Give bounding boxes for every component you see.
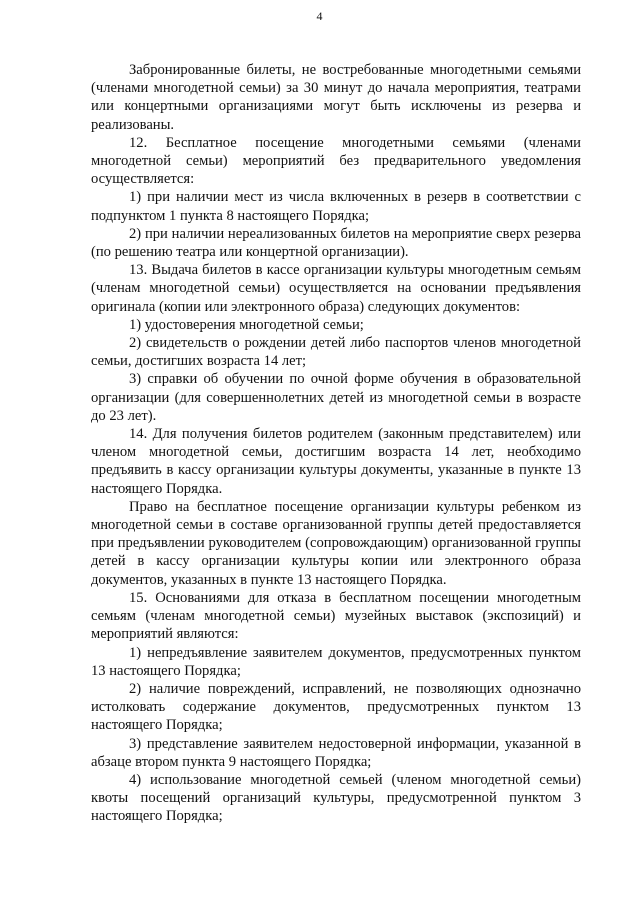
list-item-15-1: 1) непредъявление заявителем документов, предусмотренных пунктом 13 настоящего Порядка; [91, 644, 581, 679]
page-number: 4 [316, 9, 323, 23]
list-item-13-3: 3) справки об обучении по очной форме обучения в образовательной организации (для совершеннолетних детей из многодетной семьи в возрасте до 23 лет). [91, 371, 581, 424]
list-item-12-2: 2) при наличии нереализованных билетов на мероприятие сверх резерва (по решению театра или концертной организации). [91, 225, 581, 261]
document-body [91, 61, 581, 826]
list-item-15-3: 3) представление заявителем недостоверной информации, указанной в абзаце втором пункта 9 настоящего Порядка; [91, 735, 581, 770]
paragraph-reserved-tickets: Забронированные билеты, не востребованные многодетными семьями (членами многодетной семьи) за 30 минут до начала мероприятия, театрами или концертными организациями могут быть исключены из резерва и реализованы. [91, 62, 581, 133]
list-item-13-2: 2) свидетельств о рождении детей либо паспортов членов многодетной семьи, достигших возраста 14 лет; [91, 335, 581, 370]
list-item-12-1: 1) при наличии мест из числа включенных в резерв в соответствии с подпунктом 1 пункта 8 настоящего Порядка; [91, 189, 581, 224]
list-item-15-4: 4) использование многодетной семьей (членом многодетной семьи) квоты посещений организаций культуры, предусмотренной пунктом 3 настоящего Порядка; [91, 771, 581, 825]
list-item-13-1: 1) удостоверения многодетной семьи; [129, 316, 364, 333]
paragraph-organized-group: Право на бесплатное посещение организации культуры ребенком из многодетной семьи в составе организованной группы детей предоставляется при предъявлении руководителем (сопровождающим) организованной группы детей в кассу организации культуры копии или электронного образа документов, указанных в пункте 13 настоящего Порядка. [91, 498, 581, 588]
paragraph-clause-13: 13. Выдача билетов в кассе организации культуры многодетным семьям (членам многодетной семьи) осуществляется на основании предъявления оригинала (копии или электронного образа) следующих документов: [91, 262, 581, 315]
paragraph-clause-14: 14. Для получения билетов родителем (законным представителем) или членом многодетной семьи, достигшим возраста 14 лет, необходимо предъявить в кассу организации культуры документы, указанные в пункте 13 настоящего Порядка. [91, 426, 581, 497]
paragraph-clause-15: 15. Основаниями для отказа в бесплатном посещении многодетным семьям (членам многодетной семьи) музейных выставок (экспозиций) и мероприятий являются: [91, 589, 581, 643]
paragraph-clause-12: 12. Бесплатное посещение многодетными семьями (членами многодетной семьи) мероприятий без предварительного уведомления осуществляется: [91, 134, 581, 188]
list-item-15-2: 2) наличие повреждений, исправлений, не позволяющих однозначно истолковать содержание документов, предусмотренных пунктом 13 настоящего Порядка; [91, 680, 581, 734]
